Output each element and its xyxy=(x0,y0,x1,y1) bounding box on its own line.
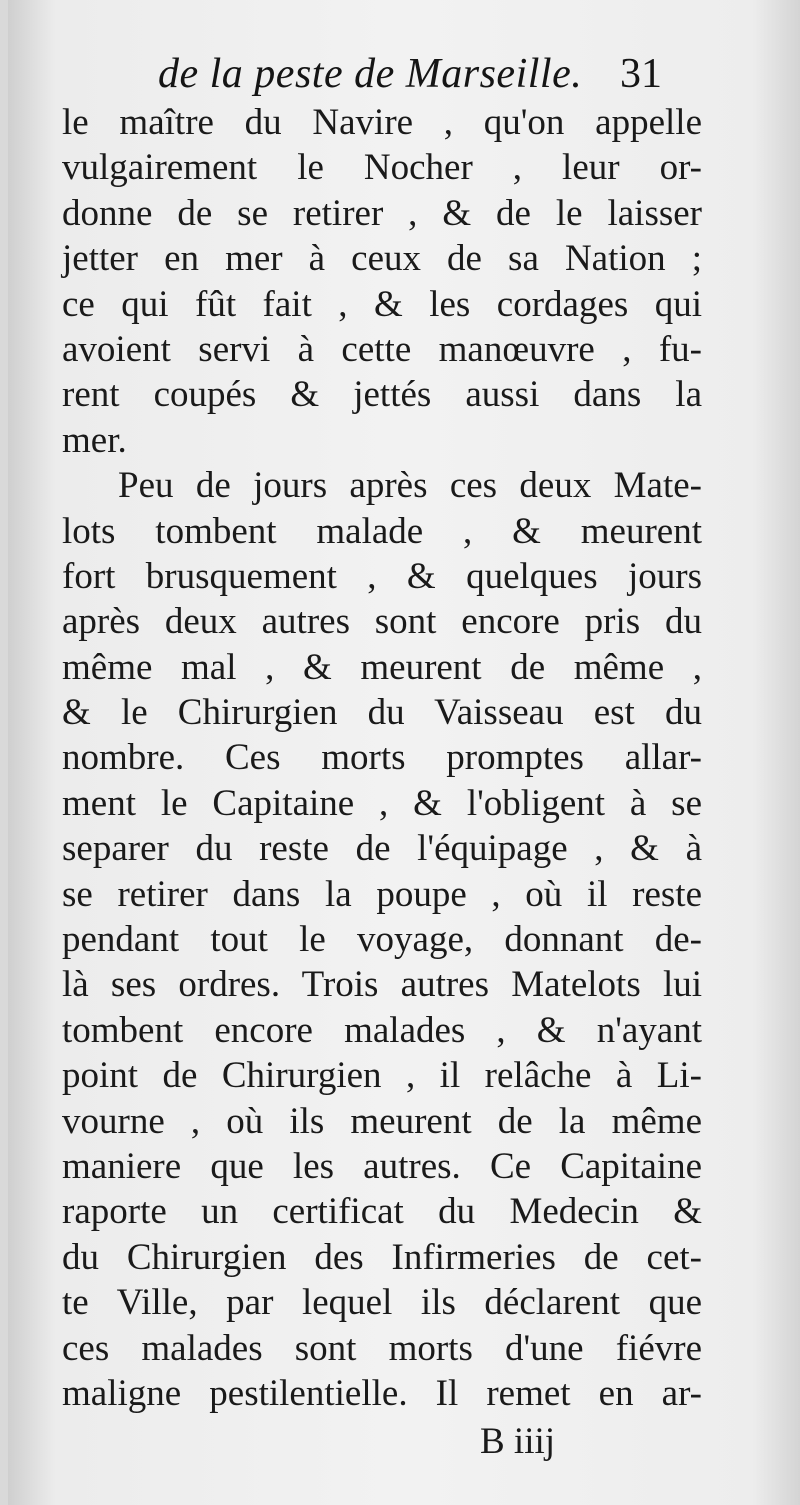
text-line: ce qui fût fait , & les cordages qui xyxy=(62,283,702,325)
text-line: nombre. Ces morts promptes allar- xyxy=(62,737,702,779)
page-header xyxy=(8,50,800,100)
text-line: vulgairement le Nocher , leur or- xyxy=(62,147,702,189)
text-line: tombent encore malades , & n'ayant xyxy=(62,1009,702,1051)
text-line: ces malades sont morts d'une fiévre xyxy=(62,1327,702,1369)
text-line: & le Chirurgien du Vaisseau est du xyxy=(62,692,702,734)
text-line: maligne pestilentielle. Il remet en ar- xyxy=(62,1372,702,1414)
text-line: du Chirurgien des Infirmeries de cet- xyxy=(62,1236,702,1278)
body-text xyxy=(62,100,702,1416)
text-line: ment le Capitaine , & l'obligent à se xyxy=(62,782,702,824)
text-line: raporte un certificat du Medecin & xyxy=(62,1191,702,1233)
text-line: separer du reste de l'équipage , & à xyxy=(62,828,702,870)
text-line: vourne , où ils meurent de la même xyxy=(62,1100,702,1142)
text-line: Peu de jours après ces deux Mate- xyxy=(118,465,702,507)
text-line: jetter en mer à ceux de sa Nation ; xyxy=(62,238,702,280)
text-line: après deux autres sont encore pris du xyxy=(62,601,702,643)
text-line: se retirer dans la poupe , où il reste xyxy=(62,873,702,915)
book-page xyxy=(8,0,800,1505)
text-line: te Ville, par lequel ils déclarent que xyxy=(62,1282,702,1324)
signature-mark: B iiij xyxy=(480,1421,556,1462)
text-line: pendant tout le voyage, donnant de- xyxy=(62,919,702,961)
text-line: rent coupés & jettés aussi dans la xyxy=(62,374,702,416)
text-line: le maître du Navire , qu'on appelle xyxy=(62,102,702,143)
text-line: lots tombent malade , & meurent xyxy=(62,510,702,552)
text-line: mer. xyxy=(62,419,127,461)
text-line: donne de se retirer , & de le laisser xyxy=(62,192,702,234)
text-line: point de Chirurgien , il relâche à Li- xyxy=(62,1055,702,1097)
running-title: de la peste de Marseille. xyxy=(158,51,583,97)
text-line: même mal , & meurent de même , xyxy=(62,646,702,688)
text-line: là ses ordres. Trois autres Matelots lui xyxy=(62,964,702,1006)
page-number: 31 xyxy=(620,51,662,97)
text-line: avoient servi à cette manœuvre , fu- xyxy=(62,328,702,370)
text-line: fort brusquement , & quelques jours xyxy=(62,555,702,597)
text-line: maniere que les autres. Ce Capitaine xyxy=(62,1145,702,1187)
